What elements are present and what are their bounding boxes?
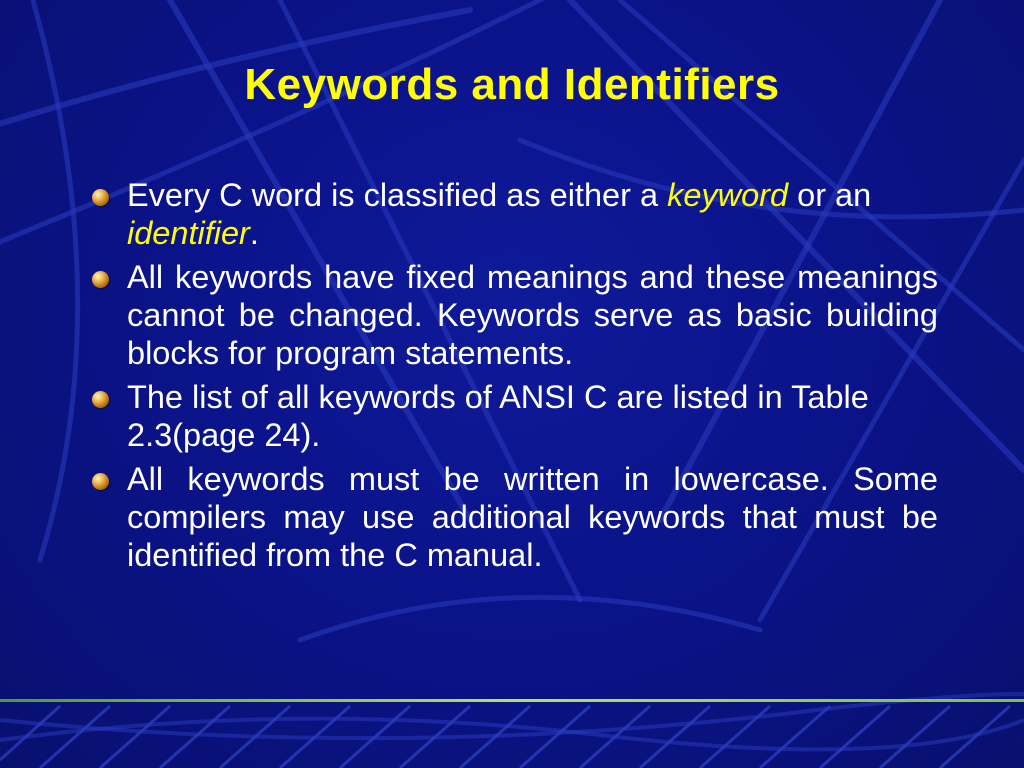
bullet-item	[92, 378, 938, 454]
bullet-item	[92, 176, 938, 252]
bullet-text: All keywords must be written in lowercase. Some compilers may use additional keywords that must be identified from the C manual.	[127, 461, 938, 573]
bullet-text: The list of all keywords of ANSI C are listed in Table 2.3(page 24).	[127, 379, 869, 453]
bullet-item	[92, 460, 938, 574]
bullet-text	[127, 177, 871, 251]
bullet-item	[92, 258, 938, 372]
bullet-text-part: or an	[788, 177, 872, 213]
bullet-text-part: Every C word is classified as either a	[127, 177, 668, 213]
bullet-text-part: .	[249, 215, 259, 251]
orb-bullet-icon	[92, 271, 109, 288]
bullet-text: All keywords have fixed meanings and these meanings cannot be changed. Keywords serve as basic building blocks for program statements.	[127, 259, 938, 371]
keyword-term: keyword	[667, 177, 789, 213]
identifier-term: identifier	[127, 215, 250, 251]
bullet-list	[92, 176, 938, 580]
bottom-divider	[0, 699, 1024, 702]
slide-title: Keywords and Identifiers	[244, 60, 780, 109]
orb-bullet-icon	[92, 189, 109, 206]
orb-bullet-icon	[92, 391, 109, 408]
orb-bullet-icon	[92, 473, 109, 490]
